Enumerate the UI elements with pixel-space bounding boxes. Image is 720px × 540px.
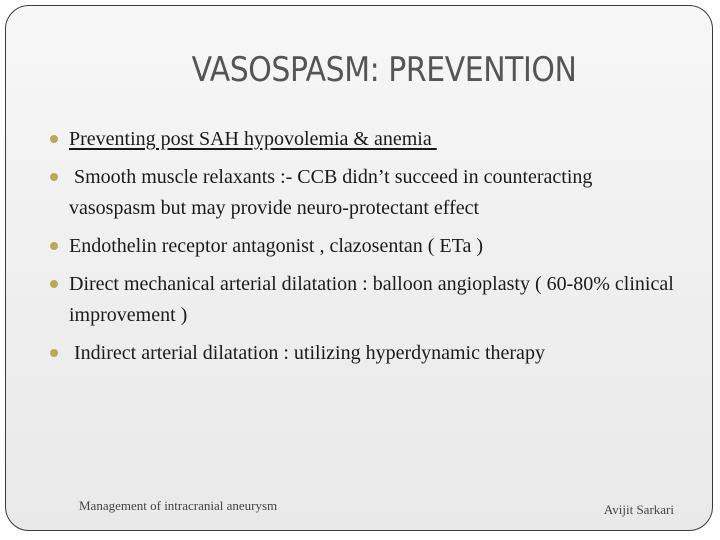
bullet-dot-icon: [50, 173, 58, 181]
bullet-list: [46, 124, 679, 376]
slide: [5, 5, 713, 531]
bullet-text: Endothelin receptor antagonist , clazosentan ( ETa ): [69, 235, 483, 257]
bullet-dot-icon: [50, 280, 58, 288]
bullet-text: Smooth muscle relaxants :- CCB didn’t succeed in counteracting vasospasm but may provide neuro-protectant effect: [69, 166, 598, 219]
bullet-dot-icon: [50, 349, 58, 357]
bullet-text: Preventing post SAH hypovolemia & anemia: [69, 128, 437, 150]
bullet-item: [46, 231, 676, 262]
bullet-text: Direct mechanical arterial dilatation : balloon angioplasty ( 60-80% clinical improvement ): [69, 273, 679, 326]
bullet-item: [46, 124, 676, 155]
bullet-dot-icon: [50, 135, 58, 143]
footer-left-text: Management of intracranial aneurysm: [79, 498, 278, 513]
slide-title: VASOSPASM: PREVENTION: [191, 50, 577, 90]
bullet-item: [46, 269, 679, 331]
footer-right-text: Avijit Sarkari: [603, 502, 674, 517]
bullet-text: Indirect arterial dilatation : utilizing hyperdynamic therapy: [69, 342, 545, 364]
bullet-dot-icon: [50, 242, 58, 250]
bullet-item: [46, 162, 676, 224]
bullet-item: [46, 338, 676, 369]
